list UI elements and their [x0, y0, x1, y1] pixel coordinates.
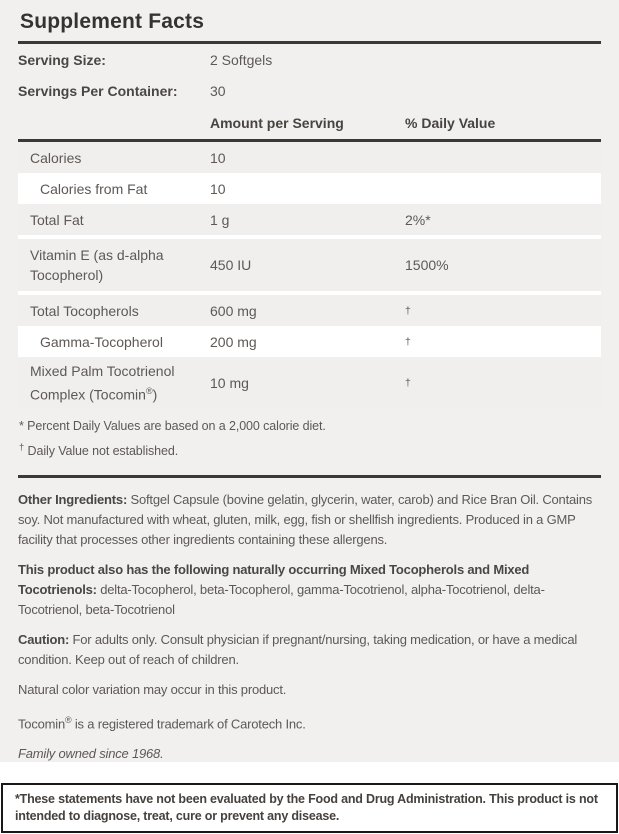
footnote-percent-daily-value: * Percent Daily Values are based on a 2,000 calorie diet.	[19, 419, 326, 433]
amount-per-serving-header: Amount per Serving	[210, 114, 344, 131]
nutrient-amount: 600 mg	[210, 302, 257, 319]
caution-note	[18, 630, 601, 670]
table-row-total-fat	[18, 204, 601, 239]
dagger-symbol: †	[405, 335, 411, 348]
table-row-calories-from-fat	[18, 173, 601, 204]
daily-value-header: % Daily Value	[405, 114, 496, 131]
serving-size-row	[18, 44, 601, 75]
servings-per-container-row	[18, 75, 601, 106]
fda-disclaimer-text: *These statements have not been evaluated by the Food and Drug Administration. This product is not intended to diagnose, treat, cure or prevent any disease.	[15, 792, 598, 823]
info-section	[18, 478, 601, 762]
servings-per-container-value: 30	[210, 82, 226, 99]
trademark-text: is a registered trademark of Carotech Inc.	[71, 716, 306, 732]
nutrient-name-end: )	[152, 386, 158, 403]
caution-label: Caution:	[18, 632, 70, 648]
dagger-symbol: †	[405, 304, 411, 317]
nutrient-amount: 200 mg	[210, 333, 257, 350]
table-row-mixed-palm-tocotrienol	[18, 357, 601, 409]
nutrient-daily-value: 2%*	[405, 211, 431, 228]
nutrient-name: Total Tocopherols	[30, 302, 139, 319]
table-row-calories	[18, 142, 601, 173]
other-ingredients-note	[18, 490, 601, 550]
trademark-note	[18, 710, 601, 734]
dagger-symbol: †	[19, 442, 25, 453]
footnotes	[18, 409, 601, 475]
serving-size-value: 2 Softgels	[210, 51, 273, 68]
nutrient-name	[18, 361, 210, 405]
nutrient-name: Gamma-Tocopherol	[40, 333, 163, 350]
registered-mark: ®	[145, 386, 153, 397]
nutrient-name: Calories	[30, 149, 82, 166]
nutrient-amount: 450 IU	[210, 257, 252, 273]
nutrient-name-text: Mixed Palm Tocotrienol Complex (Tocomin	[30, 363, 175, 403]
footnote-daily-value-not-established	[19, 442, 601, 458]
naturally-occurring-label: This product also has the following naturally occurring Mixed Tocopherols and Mixed Tocotrienols:	[18, 562, 530, 598]
caution-text: For adults only. Consult physician if pregnant/nursing, taking medication, or have a medical condition. Keep out of reach of children.	[18, 632, 578, 668]
serving-size-label: Serving Size:	[18, 51, 106, 68]
table-header-row	[18, 106, 601, 139]
table-row-vitamin-e	[18, 239, 601, 295]
nutrient-daily-value: 1500%	[405, 257, 449, 273]
other-ingredients-text: Softgel Capsule (bovine gelatin, glycerin, water, carob) and Rice Bran Oil. Contains soy. Not manufactured with wheat, gluten, milk, egg, fish or shellfish ingredients. Produced in a GMP facility that processes other ingredients containing these allergens.	[18, 492, 593, 548]
other-ingredients-label: Other Ingredients:	[18, 492, 128, 508]
nutrient-name: Vitamin E (as d-alpha Tocopherol)	[30, 247, 164, 283]
dagger-symbol: †	[405, 377, 411, 389]
nutrient-amount: 1 g	[210, 211, 230, 228]
color-variation-note: Natural color variation may occur in this product.	[18, 682, 287, 698]
table-row-total-tocopherols	[18, 295, 601, 326]
nutrient-name: Total Fat	[30, 211, 84, 228]
fda-disclaimer-box	[1, 783, 618, 833]
footnote-text: Daily Value not established.	[24, 444, 179, 459]
nutrient-name: Calories from Fat	[40, 180, 148, 197]
naturally-occurring-text: delta-Tocopherol, beta-Tocopherol, gamma-Tocotrienol, alpha-Tocotrienol, delta-Tocotrienol, beta-Tocotrienol	[18, 582, 545, 618]
naturally-occurring-note	[18, 560, 601, 620]
facts-table	[18, 142, 601, 409]
nutrient-amount: 10	[210, 180, 226, 197]
registered-mark: ®	[65, 715, 72, 726]
panel-title: Supplement Facts	[20, 10, 205, 33]
family-owned-note: Family owned since 1968.	[18, 746, 164, 762]
nutrient-amount: 10	[210, 149, 226, 166]
nutrient-amount: 10 mg	[210, 375, 249, 391]
table-row-gamma-tocopherol	[18, 326, 601, 357]
servings-per-container-label: Servings Per Container:	[18, 82, 178, 99]
trademark-name: Tocomin	[18, 716, 66, 732]
